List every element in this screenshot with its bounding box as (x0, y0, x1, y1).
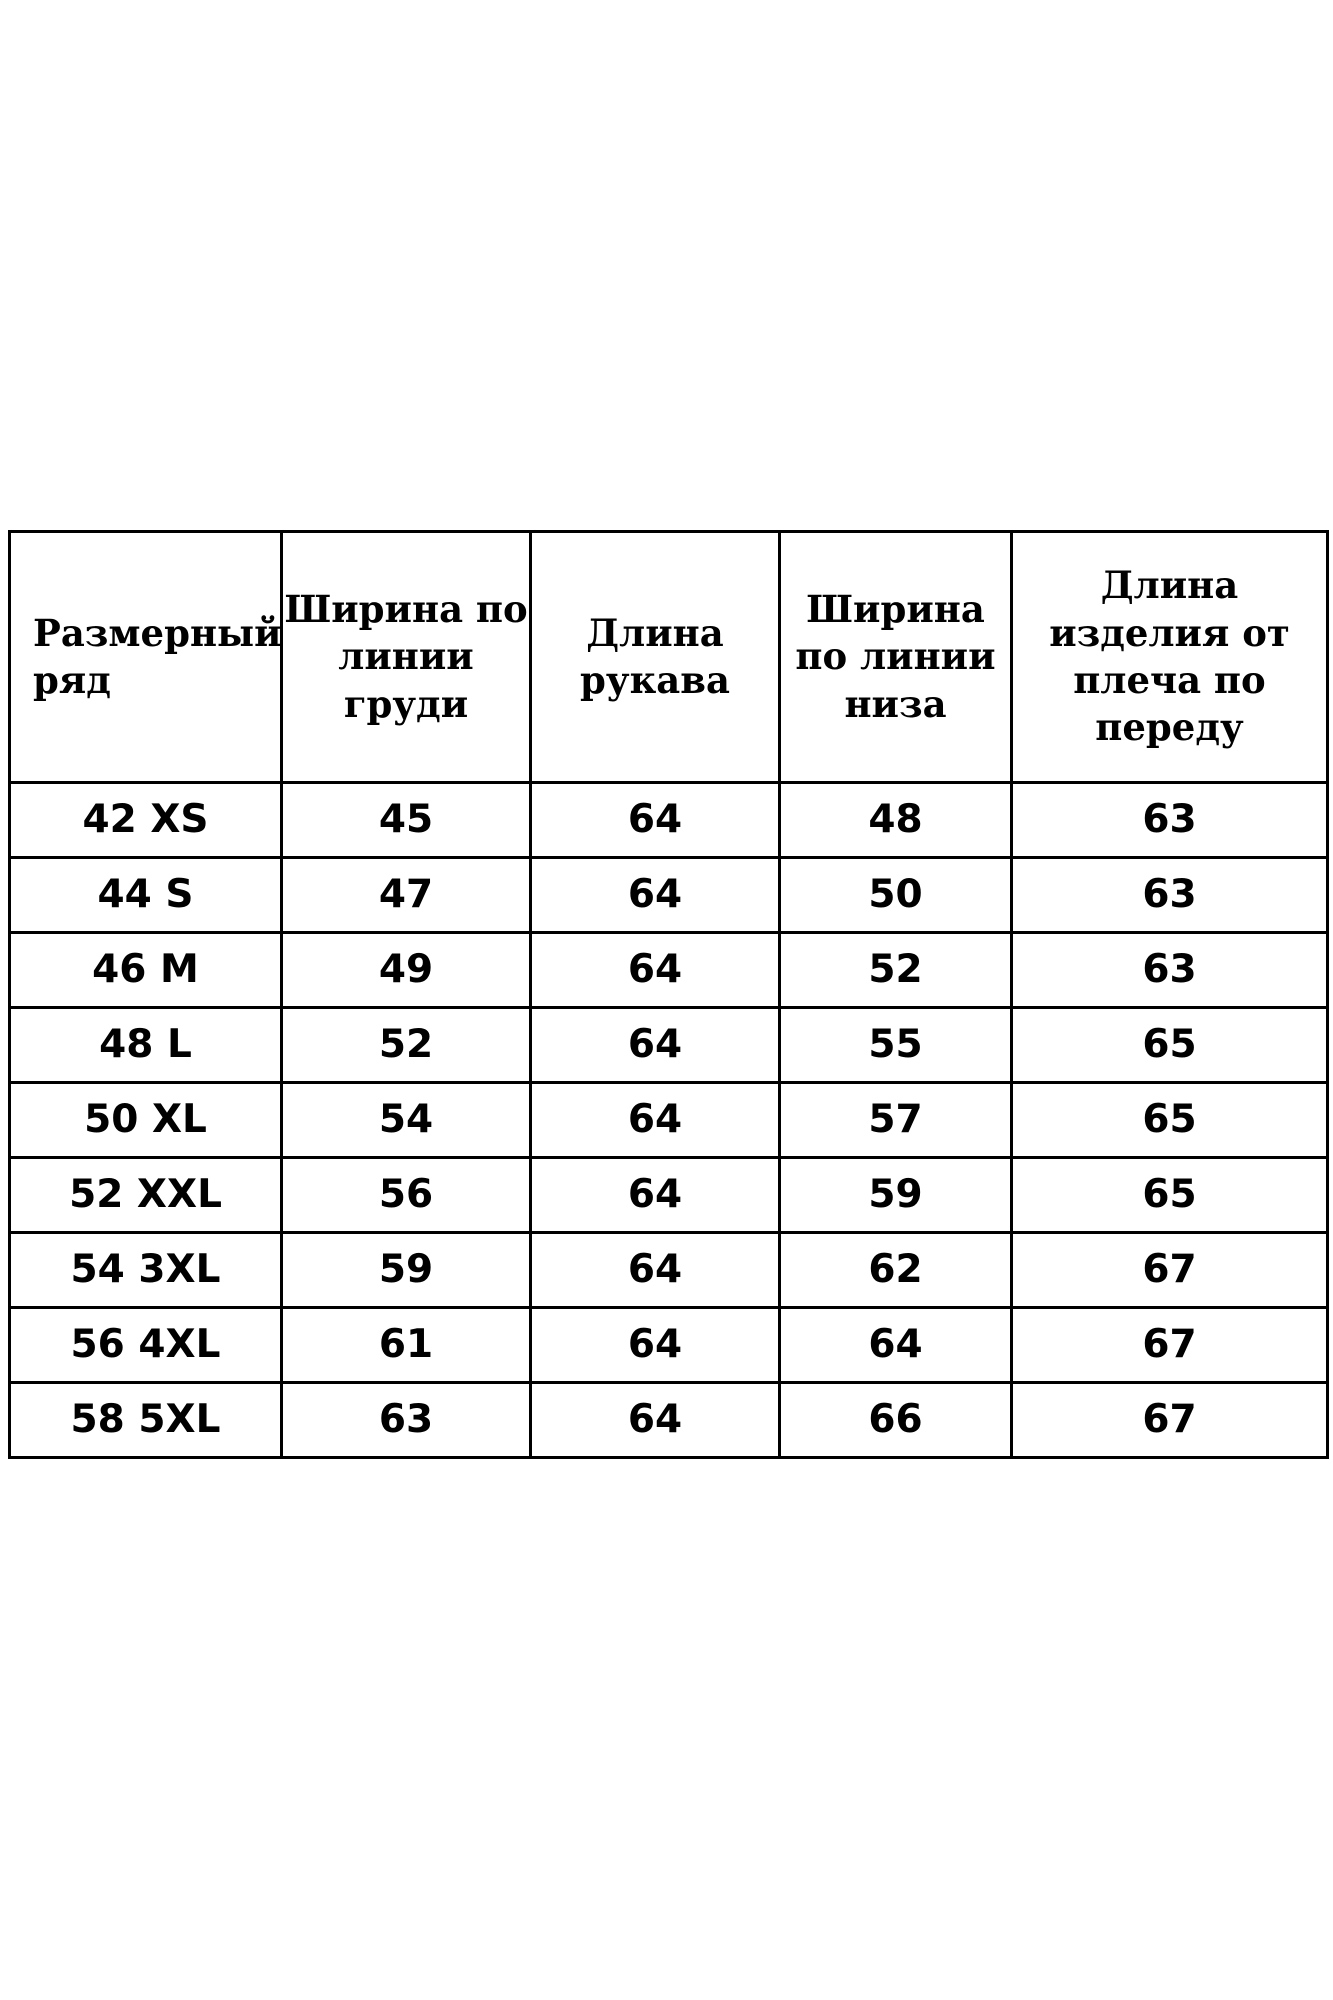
cell-chest: 49 (282, 933, 531, 1008)
cell-bottom: 57 (780, 1083, 1012, 1158)
table-row (10, 1008, 1328, 1083)
table-row (10, 1158, 1328, 1233)
cell-bottom: 48 (780, 783, 1012, 858)
cell-sleeve: 64 (531, 1233, 780, 1308)
cell-chest: 45 (282, 783, 531, 858)
header-row (10, 532, 1328, 783)
cell-size: 50 XL (10, 1083, 282, 1158)
cell-size: 48 L (10, 1008, 282, 1083)
table-row (10, 933, 1328, 1008)
table-header (10, 532, 1328, 783)
cell-size: 54 3XL (10, 1233, 282, 1308)
cell-bottom: 62 (780, 1233, 1012, 1308)
column-header-size-range: Размерный ряд (10, 532, 282, 783)
table-row (10, 1308, 1328, 1383)
cell-sleeve: 64 (531, 1158, 780, 1233)
column-header-bottom-width: Ширина по линии низа (780, 532, 1012, 783)
cell-sleeve: 64 (531, 1008, 780, 1083)
cell-size: 56 4XL (10, 1308, 282, 1383)
cell-size: 58 5XL (10, 1383, 282, 1458)
cell-chest: 63 (282, 1383, 531, 1458)
column-header-front-length: Длина изделия от плеча по переду (1012, 532, 1328, 783)
cell-size: 52 XXL (10, 1158, 282, 1233)
table-row (10, 1083, 1328, 1158)
cell-bottom: 66 (780, 1383, 1012, 1458)
cell-sleeve: 64 (531, 1308, 780, 1383)
cell-length: 63 (1012, 783, 1328, 858)
cell-bottom: 55 (780, 1008, 1012, 1083)
cell-chest: 61 (282, 1308, 531, 1383)
column-header-sleeve-length: Длина рукава (531, 532, 780, 783)
size-chart-container (8, 530, 1326, 1459)
cell-size: 46 M (10, 933, 282, 1008)
table-row (10, 1233, 1328, 1308)
cell-length: 65 (1012, 1008, 1328, 1083)
column-header-chest-width: Ширина по линии груди (282, 532, 531, 783)
cell-sleeve: 64 (531, 858, 780, 933)
cell-sleeve: 64 (531, 783, 780, 858)
cell-bottom: 50 (780, 858, 1012, 933)
cell-chest: 54 (282, 1083, 531, 1158)
cell-chest: 59 (282, 1233, 531, 1308)
cell-length: 67 (1012, 1233, 1328, 1308)
size-chart-table (8, 530, 1329, 1459)
table-row (10, 1383, 1328, 1458)
cell-length: 67 (1012, 1383, 1328, 1458)
cell-chest: 56 (282, 1158, 531, 1233)
cell-chest: 47 (282, 858, 531, 933)
cell-length: 65 (1012, 1158, 1328, 1233)
table-body (10, 783, 1328, 1458)
cell-chest: 52 (282, 1008, 531, 1083)
cell-bottom: 59 (780, 1158, 1012, 1233)
cell-size: 42 XS (10, 783, 282, 858)
cell-length: 63 (1012, 858, 1328, 933)
cell-sleeve: 64 (531, 1383, 780, 1458)
cell-bottom: 52 (780, 933, 1012, 1008)
cell-length: 63 (1012, 933, 1328, 1008)
cell-size: 44 S (10, 858, 282, 933)
cell-sleeve: 64 (531, 1083, 780, 1158)
cell-length: 67 (1012, 1308, 1328, 1383)
cell-sleeve: 64 (531, 933, 780, 1008)
cell-length: 65 (1012, 1083, 1328, 1158)
cell-bottom: 64 (780, 1308, 1012, 1383)
table-row (10, 858, 1328, 933)
table-row (10, 783, 1328, 858)
